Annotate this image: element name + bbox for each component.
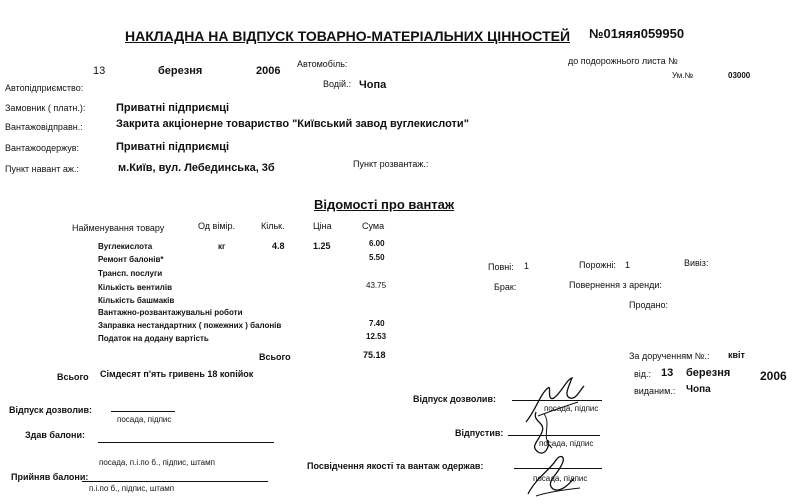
row-4-sum: 43.75	[366, 281, 387, 290]
poa-value: квіт	[728, 350, 745, 360]
release-allowed-left-caption: посада, підпис	[117, 415, 172, 424]
customer-value: Приватні підприємці	[116, 102, 230, 114]
shipper-label: Вантажовідправн.:	[5, 122, 83, 132]
col-price: Ціна	[313, 221, 332, 231]
document-title: НАКЛАДНА НА ВІДПУСК ТОВАРНО-МАТЕРІАЛЬНИХ ЦІННОСТЕЙ	[125, 28, 571, 44]
exit-label: Вивіз:	[684, 258, 709, 268]
cylinders-received-line	[82, 481, 268, 482]
cylinders-given-line	[98, 442, 274, 443]
row-5-name: Кількість башмаків	[98, 296, 175, 305]
row-1-sum: 6.00	[369, 239, 385, 248]
row-3-name: Трансп. послуги	[98, 269, 163, 278]
car-label: Автомобіль:	[297, 59, 348, 69]
shipper-value: Закрита акціонерне товариство "Київський завод вуглекислоти"	[116, 118, 469, 130]
row-2-sum: 5.50	[369, 253, 385, 262]
date-year: 2006	[256, 65, 281, 77]
rent-return-label: Повернення з аренди:	[569, 280, 662, 290]
um-label: Ум.№	[672, 71, 694, 80]
defect-label: Брак:	[494, 282, 517, 292]
poa-label: За дорученням №.:	[629, 351, 710, 361]
col-sum: Сума	[362, 221, 385, 231]
row-7-name: Заправка нестандартних ( пожежних ) балонів	[98, 321, 282, 330]
row-1-unit: кг	[218, 242, 226, 251]
total-words-label: Всього	[57, 372, 89, 382]
poa-issued-label: виданим.:	[634, 386, 676, 396]
col-unit: Од вімір.	[198, 221, 236, 231]
row-1-price: 1.25	[313, 241, 331, 251]
quality-cert-label: Посвідчення якості та вантаж одержав:	[307, 461, 484, 471]
row-4-name: Кількість вентилів	[98, 283, 172, 292]
row-6-name: Вантажно-розвантажувальні роботи	[98, 308, 243, 317]
full-value: 1	[524, 261, 530, 271]
poa-issued-value: Чопа	[686, 384, 711, 395]
carrier-label: Автопідприємство:	[5, 83, 84, 93]
col-name: Найменування товару	[72, 223, 165, 233]
total-words-value: Сімдесят п'ять гривень 18 копійок	[100, 369, 254, 379]
cylinders-given-label: Здав балони:	[25, 430, 86, 440]
consignee-value: Приватні підприємці	[116, 141, 230, 153]
driver-label: Водій.:	[323, 79, 352, 89]
consignee-label: Вантажоодержув:	[5, 143, 80, 153]
date-month: березня	[158, 65, 203, 77]
row-1-qty: 4.8	[272, 241, 285, 251]
invoice-number: №01яяя059950	[589, 26, 685, 41]
poa-from-label: від.:	[634, 369, 652, 379]
row-8-sum: 12.53	[366, 332, 387, 341]
released-label: Відпустив:	[455, 428, 504, 438]
cylinders-given-caption: посада, п.і.по б., підпис, штамп	[99, 458, 215, 467]
release-allowed-left-label: Відпуск дозволив:	[9, 405, 92, 415]
total-label: Всього	[259, 352, 291, 362]
poa-day: 13	[661, 367, 674, 379]
release-allowed-left-line	[111, 411, 175, 412]
empty-value: 1	[625, 260, 631, 270]
col-qty: Кільк.	[261, 221, 285, 231]
release-allowed-right-caption: посада, підпис	[544, 404, 599, 413]
driver-value: Чопа	[359, 79, 387, 91]
waybill-label: до подорожнього листа №	[568, 56, 678, 66]
date-day: 13	[93, 65, 106, 77]
cylinders-received-caption: п.і.по б., підпис, штамп	[89, 484, 175, 493]
um-value: 03000	[728, 71, 751, 80]
row-8-name: Податок на додану вартість	[98, 334, 209, 343]
sold-label: Продано:	[629, 300, 669, 310]
empty-label: Порожні:	[579, 260, 616, 270]
loading-value: м.Київ, вул. Лебединська, 3б	[118, 162, 275, 174]
total-value: 75.18	[363, 350, 386, 360]
poa-year: 2006	[760, 369, 787, 383]
row-7-sum: 7.40	[369, 319, 385, 328]
release-allowed-right-label: Відпуск дозволив:	[413, 394, 496, 404]
loading-label: Пункт навант аж.:	[5, 164, 79, 174]
poa-month: березня	[686, 367, 731, 379]
cylinders-received-label: Прийняв балони:	[11, 472, 89, 482]
cargo-heading: Відомості про вантаж	[314, 197, 455, 212]
quality-cert-caption: посада, підпис	[533, 474, 588, 483]
row-2-name: Ремонт балонів*	[98, 255, 164, 264]
full-label: Повні:	[488, 262, 514, 272]
released-caption: посада, підпис	[539, 439, 594, 448]
row-1-name: Вуглекислота	[98, 242, 153, 251]
handwritten-signature-3	[522, 448, 592, 500]
customer-label: Замовник ( платн.):	[5, 103, 86, 113]
unloading-label: Пункт розвантаж.:	[353, 159, 429, 169]
